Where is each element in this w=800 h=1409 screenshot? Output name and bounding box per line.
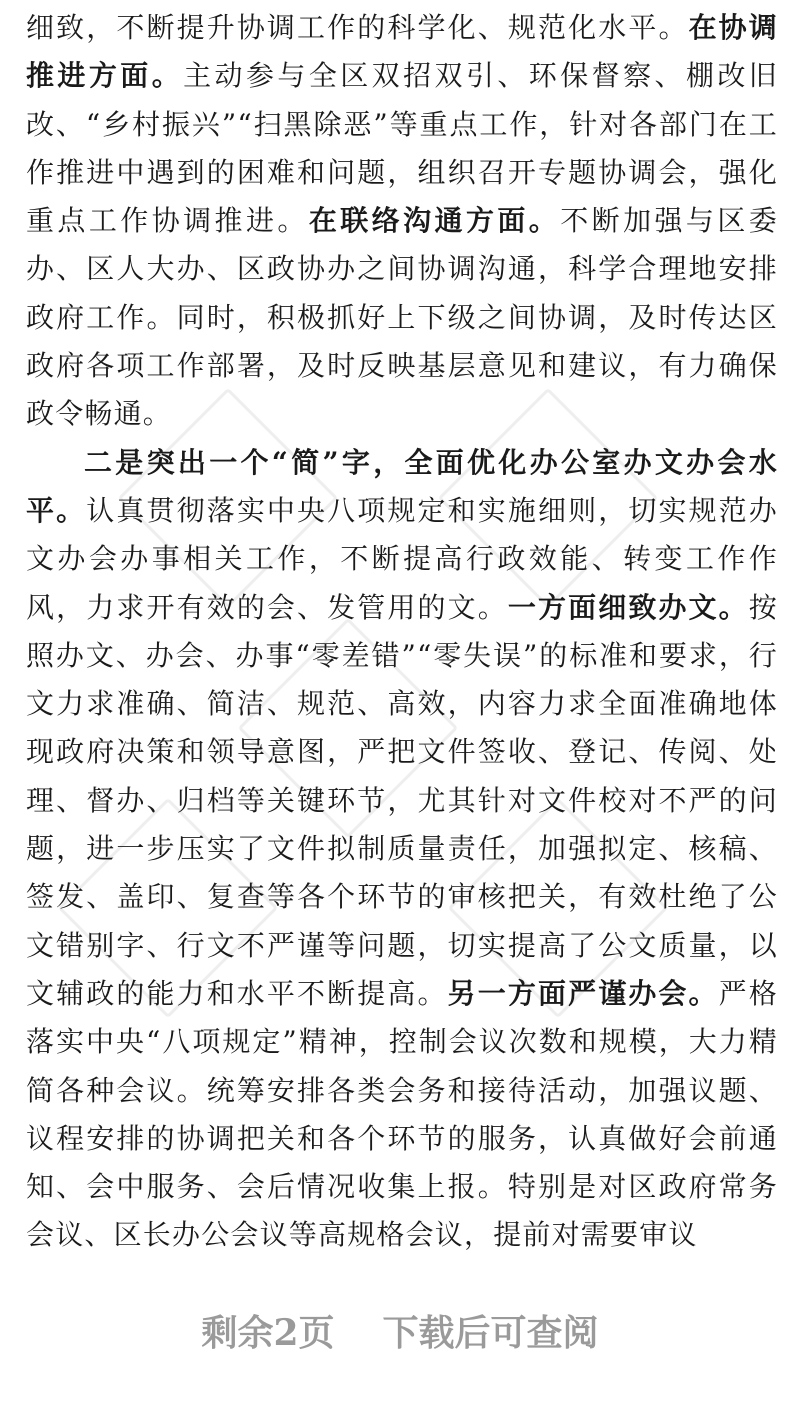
heading-document-handling: 一方面细致办文。 — [507, 590, 749, 624]
text-run: 认真贯彻落实中央八项规定和实施细则，切实规范办文办会办事相关工作，不断提高行政效能、转变工作作风，力求开有效的会、发管用的文。 — [26, 493, 778, 624]
paragraph-coordination — [26, 4, 778, 439]
heading-liaison: 在联络沟通方面。 — [308, 204, 561, 238]
download-prompt-banner[interactable] — [0, 1300, 800, 1360]
text-run: 按照办文、办会、办事“零差错”“零失误”的标准和要求，行文力求准确、简洁、规范、高效，内容力求全面准确地体现政府决策和领导意图，严把文件签收、登记、传阅、处理、督办、归档等关键环节，尤其针对文件校对不严的问题，进一步压实了文件拟制质量责任，加强拟定、核稿、签发、盖印、复查等各个环节的审核把关，有效杜绝了公文错别字、行文不严谨等问题，切实提高了公文质量，以文辅政的能力和水平不断提高。 — [26, 590, 778, 1010]
text-run: 不断加强与区委办、区人大办、区政协办之间协调沟通，科学合理地安排政府工作。同时，积极抓好上下级之间协调，及时传达区政府各项工作部署，及时反映基层意见和建议，有力确保政令畅通。 — [26, 204, 778, 431]
heading-coordination-advance: 在协调推进方面。 — [26, 11, 778, 93]
download-to-view-label[interactable]: 下载后可查阅 — [382, 1311, 599, 1354]
document-body — [26, 4, 778, 1260]
paragraph-documents-meetings — [26, 439, 778, 1260]
text-run: 细致，不断提升协调工作的科学化、规范化水平。 — [26, 11, 689, 44]
remaining-pages-label[interactable]: 剩余2页 — [201, 1311, 335, 1354]
heading-meeting-handling: 另一方面严谨办会。 — [447, 976, 719, 1010]
text-run: 主动参与全区双招双引、环保督察、棚改旧改、“乡村振兴”“扫黑除恶”等重点工作，针对各部门在工作推进中遇到的困难和问题，组织召开专题协调会，强化重点工作协调推进。 — [26, 59, 778, 238]
text-run: 严格落实中央“八项规定”精神，控制会议次数和规模，大力精简各种会议。统筹安排各类会务和接待活动，加强议题、议程安排的协调把关和各个环节的服务，认真做好会前通知、会中服务、会后情况收集上报。特别是对区政府常务会议、区长办公会议等高规格会议，提前对需要审议 — [26, 976, 778, 1252]
section-heading-simplify: 二是突出一个“简”字，全面优化办公室办文办会水平。 — [26, 445, 778, 527]
